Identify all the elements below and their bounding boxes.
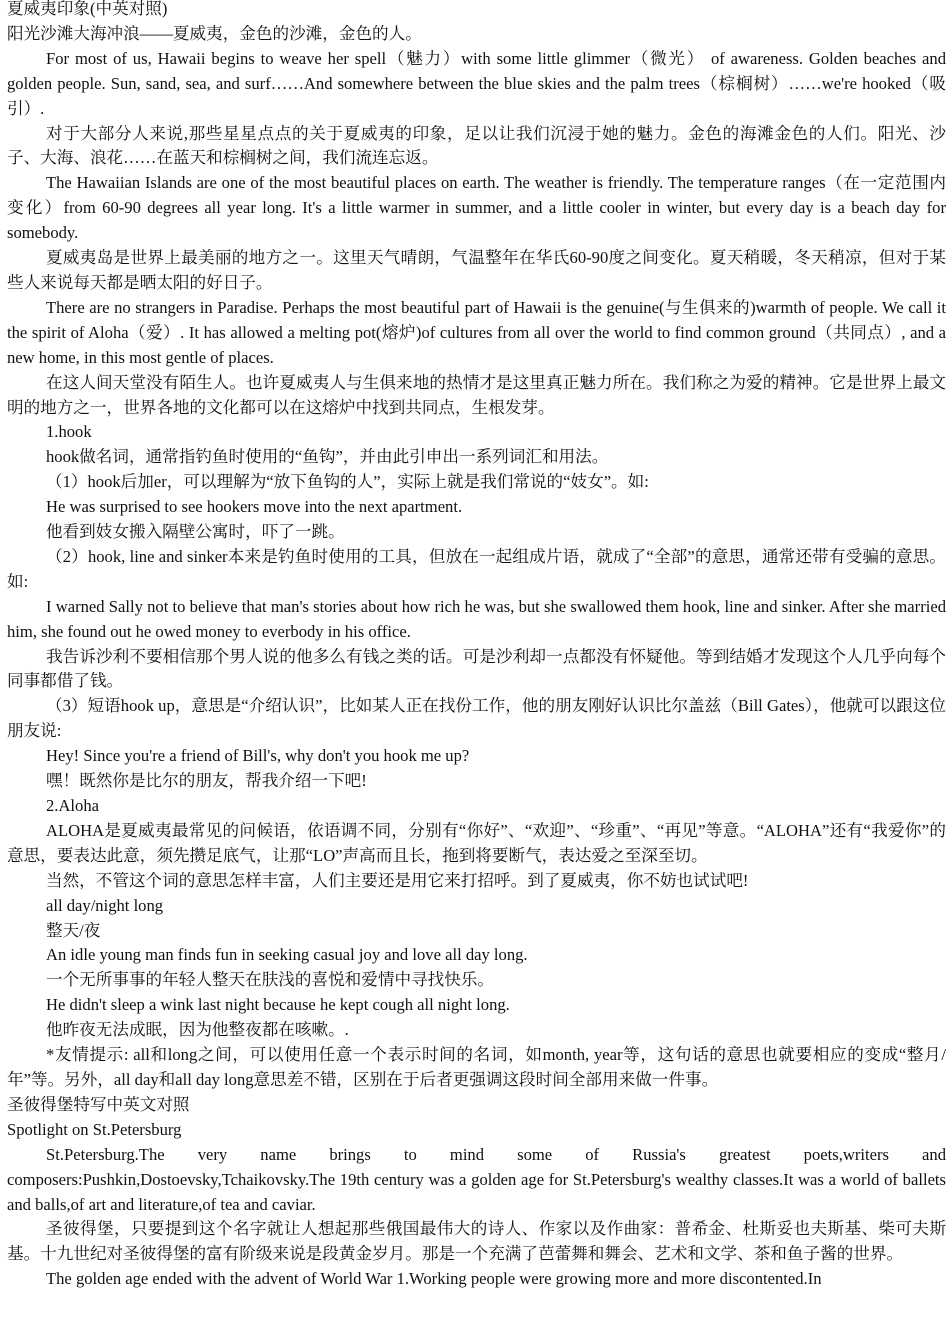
paragraph-en-paradise: There are no strangers in Paradise. Perhaps the most beautiful part of Hawaii is the genuine(与生俱来的)warmth of people. We call it the spirit of Aloha（爱）. It has allowed a melting pot(熔炉)of cultures from all over the world to find common ground（共同点）, and a new home, in this most gentle of places. bbox=[7, 297, 946, 367]
example-en-hookers: He was surprised to see hookers move into the next apartment. bbox=[46, 497, 463, 517]
paragraph-aloha-greeting: 当然，不管这个词的意思怎样丰富，人们主要还是用它来打招呼。到了夏威夷，你不妨也试试吧! bbox=[46, 870, 749, 890]
example-zh-idle-man: 一个无所事事的年轻人整天在肤浅的喜悦和爱情中寻找快乐。 bbox=[46, 970, 495, 990]
example-en-hook-up: Hey! Since you're a friend of Bill's, why don't you hook me up? bbox=[46, 746, 470, 766]
paragraph-hook-2: （2）hook, line and sinker本来是钓鱼时使用的工具，但放在一起组成片语，就成了“全部”的意思，通常还带有受骗的意思。如: bbox=[7, 546, 946, 591]
paragraph-zh-hawaii-spell: 对于大部分人来说,那些星星点点的关于夏威夷的印象，足以让我们沉浸于她的魅力。金色的海滩金色的人们。阳光、沙子、大海、浪花……在蓝天和棕榈树之间，我们流连忘返。 bbox=[7, 123, 946, 168]
heading-all-day-long: all day/night long bbox=[46, 895, 164, 915]
translation-all-day-long: 整天/夜 bbox=[46, 920, 101, 940]
paragraph-zh-st-petersburg: 圣彼得堡，只要提到这个名字就让人想起那些俄国最伟大的诗人、作家以及作曲家：普希金、杜斯妥也夫斯基、柴可夫斯基。十九世纪对圣彼得堡的富有阶级来说是段黄金岁月。那是一个充满了芭蕾舞和舞会、艺术和文学、茶和鱼子酱的世界。 bbox=[7, 1219, 946, 1264]
paragraph-hook-3: （3）短语hook up，意思是“介绍认识”，比如某人正在找份工作，他的朋友刚好认识比尔盖兹（Bill Gates），他就可以跟这位朋友说: bbox=[7, 696, 946, 741]
document-page bbox=[7, 0, 946, 1292]
paragraph-hook-definition: hook做名词，通常指钓鱼时使用的“鱼钩”，并由此引申出一系列词汇和用法。 bbox=[46, 447, 609, 467]
paragraph-zh-islands: 夏威夷岛是世界上最美丽的地方之一。这里天气晴朗，气温整年在华氏60-90度之间变化。夏天稍暖，冬天稍凉，但对于某些人来说每天都是晒太阳的好日子。 bbox=[7, 248, 946, 292]
example-zh-hookers: 他看到妓女搬入隔壁公寓时，吓了一跳。 bbox=[46, 522, 345, 542]
section-title-en: Spotlight on St.Petersburg bbox=[7, 1119, 182, 1139]
example-zh-sally: 我告诉沙利不要相信那个男人说的他多么有钱之类的话。可是沙利却一点都没有怀疑他。等到结婚才发现这个人几乎向每个同事都借了钱。 bbox=[7, 646, 946, 691]
example-en-sally: I warned Sally not to believe that man's stories about how rich he was, but she swallowed them hook, line and sinker. After she married him, she found out he owed money to everbody in his office. bbox=[7, 596, 946, 641]
paragraph-zh-paradise: 在这人间天堂没有陌生人。也许夏威夷人与生俱来地的热情才是这里真正魅力所在。我们称之为爱的精神。它是世界上最文明的地方之一，世界各地的文化都可以在这熔炉中找到共同点，生根发芽。 bbox=[7, 372, 946, 417]
tip-paragraph: *友情提示: all和long之间，可以使用任意一个表示时间的名词，如month, year等，这句话的意思也就要相应的变成“整月/年”等。另外，all day和all day long意思差不错，区别在于后者更强调这段时间全部用来做一件事。 bbox=[7, 1045, 946, 1089]
section-title-zh: 圣彼得堡特写中英文对照 bbox=[7, 1094, 190, 1114]
heading-aloha: 2.Aloha bbox=[46, 796, 99, 815]
subtitle-line: 阳光沙滩大海冲浪——夏威夷，金色的沙滩，金色的人。 bbox=[7, 23, 422, 43]
example-zh-cough: 他昨夜无法成眠，因为他整夜都在咳嗽。. bbox=[46, 1020, 349, 1040]
example-zh-hook-up: 嘿！既然你是比尔的朋友，帮我介绍一下吧! bbox=[46, 771, 367, 791]
heading-hook: 1.hook bbox=[46, 422, 92, 442]
paragraph-en-st-petersburg: St.Petersburg.The very name brings to mind some of Russia's greatest poets,writers and composers:Pushkin,Dostoevsky,Tchaikovsky.The 19th century was a golden age for St.Petersburg's wealthy classes.It was a world of ballets and balls,of art and literature,of tea and caviar. bbox=[7, 1144, 946, 1214]
example-en-cough: He didn't sleep a wink last night because he kept cough all night long. bbox=[46, 995, 510, 1015]
doc-title: 夏威夷印象(中英对照) bbox=[7, 0, 168, 18]
paragraph-aloha-meaning: ALOHA是夏威夷最常见的问候语，依语调不同，分别有“你好”、“欢迎”、“珍重”、“再见”等意。“ALOHA”还有“我爱你”的意思，要表达此意，须先攒足底气，让那“LO”声高而且长，拖到将要断气，表达爱之至深至切。 bbox=[7, 820, 946, 865]
paragraph-en-golden-age-end: The golden age ended with the advent of World War 1.Working people were growing more and more discontented.In bbox=[46, 1269, 822, 1289]
paragraph-en-hawaii-spell: For most of us, Hawaii begins to weave her spell（魅力）with some little glimmer（微光） of awareness. Golden beaches and golden people. Sun, sand, sea, and surf……And somewhere between the blue skies and the palm trees（棕榈树）……we're hooked（吸引）. bbox=[7, 48, 946, 118]
example-en-idle-man: An idle young man finds fun in seeking casual joy and love all day long. bbox=[46, 945, 528, 965]
paragraph-hook-1: （1）hook后加er，可以理解为“放下鱼钩的人”，实际上就是我们常说的“妓女”。如: bbox=[46, 472, 649, 492]
paragraph-en-islands: The Hawaiian Islands are one of the most beautiful places on earth. The weather is friendly. The temperature ranges（在一定范围内变化）from 60-90 degrees all year long. It's a little warmer in summer, and a little cooler in winter, but every day is a beach day for somebody. bbox=[7, 173, 946, 243]
